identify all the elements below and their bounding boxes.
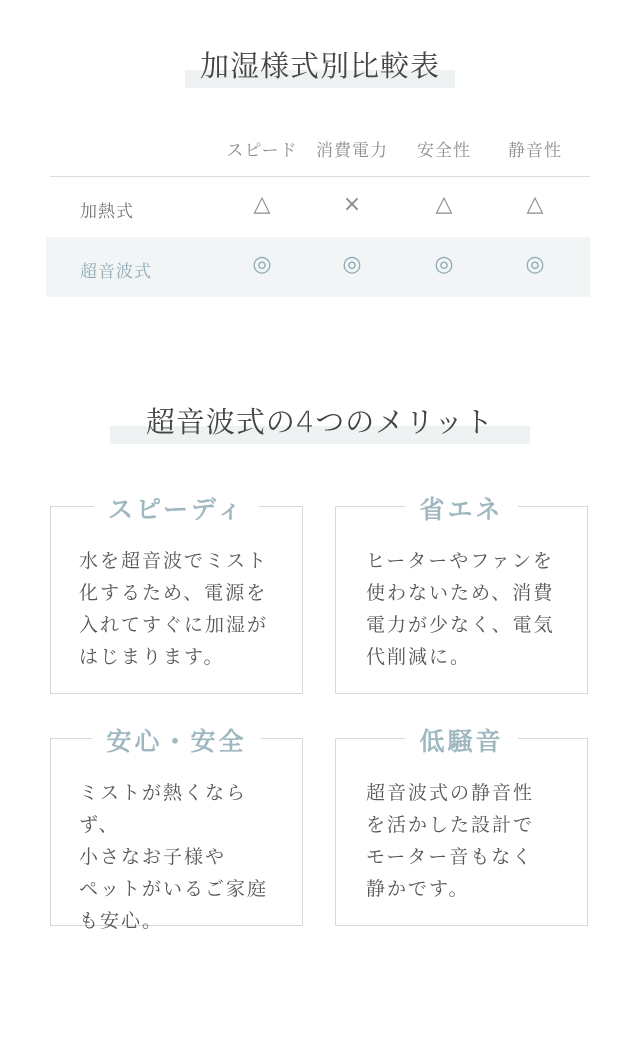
rating-cell: △: [526, 192, 544, 217]
card-title: [51, 490, 302, 526]
merit-card-safety: [50, 727, 303, 932]
column-header-quiet: 静音性: [508, 141, 562, 161]
merits-title-text: 超音波式の4つのメリット: [145, 405, 495, 439]
merits-title: [0, 400, 640, 441]
comparison-table: [46, 120, 590, 297]
rating-cell: ◎: [252, 252, 272, 277]
row-label: 超音波式: [80, 262, 152, 282]
rating-cell: ×: [342, 192, 362, 217]
card-title-text: 安心・安全: [92, 722, 260, 758]
card-title: [336, 722, 587, 758]
column-header-safety: 安全性: [417, 141, 471, 161]
rating-cell: △: [253, 192, 271, 217]
rating-cell: ◎: [342, 252, 362, 277]
card-title-text: 省エネ: [405, 490, 517, 526]
comparison-title: [0, 44, 640, 85]
row-label: 加熱式: [80, 202, 134, 222]
column-header-power: 消費電力: [316, 141, 388, 161]
comparison-title-text: 加湿様式別比較表: [199, 49, 440, 83]
card-title: [51, 722, 302, 758]
table-row-heating: [46, 177, 590, 237]
merit-card-speedy: [50, 495, 303, 694]
merit-card-low-noise: [335, 727, 588, 926]
rating-cell: ◎: [434, 252, 454, 277]
card-title: [336, 490, 587, 526]
card-body: 超音波式の静音性 を活かした設計で モーター音もなく 静かです。: [366, 782, 535, 900]
table-row-ultrasonic: [46, 237, 590, 297]
column-header-speed: スピード: [226, 141, 298, 161]
card-body: ヒーターやファンを 使わないため、消費 電力が少なく、電気 代削減に。: [366, 550, 555, 668]
merit-card-energy-saving: [335, 495, 588, 694]
table-header: [50, 120, 590, 177]
card-body: 水を超音波でミスト 化するため、電源を 入れてすぐに加湿が はじまります。: [79, 550, 269, 668]
card-body: ミストが熱くならず、 小さなお子様や ペットがいるご家庭 も安心。: [79, 782, 269, 932]
card-title-text: 低騒音: [405, 722, 517, 758]
card-title-text: スピーディ: [94, 490, 259, 526]
rating-cell: △: [435, 192, 453, 217]
rating-cell: ◎: [525, 252, 545, 277]
